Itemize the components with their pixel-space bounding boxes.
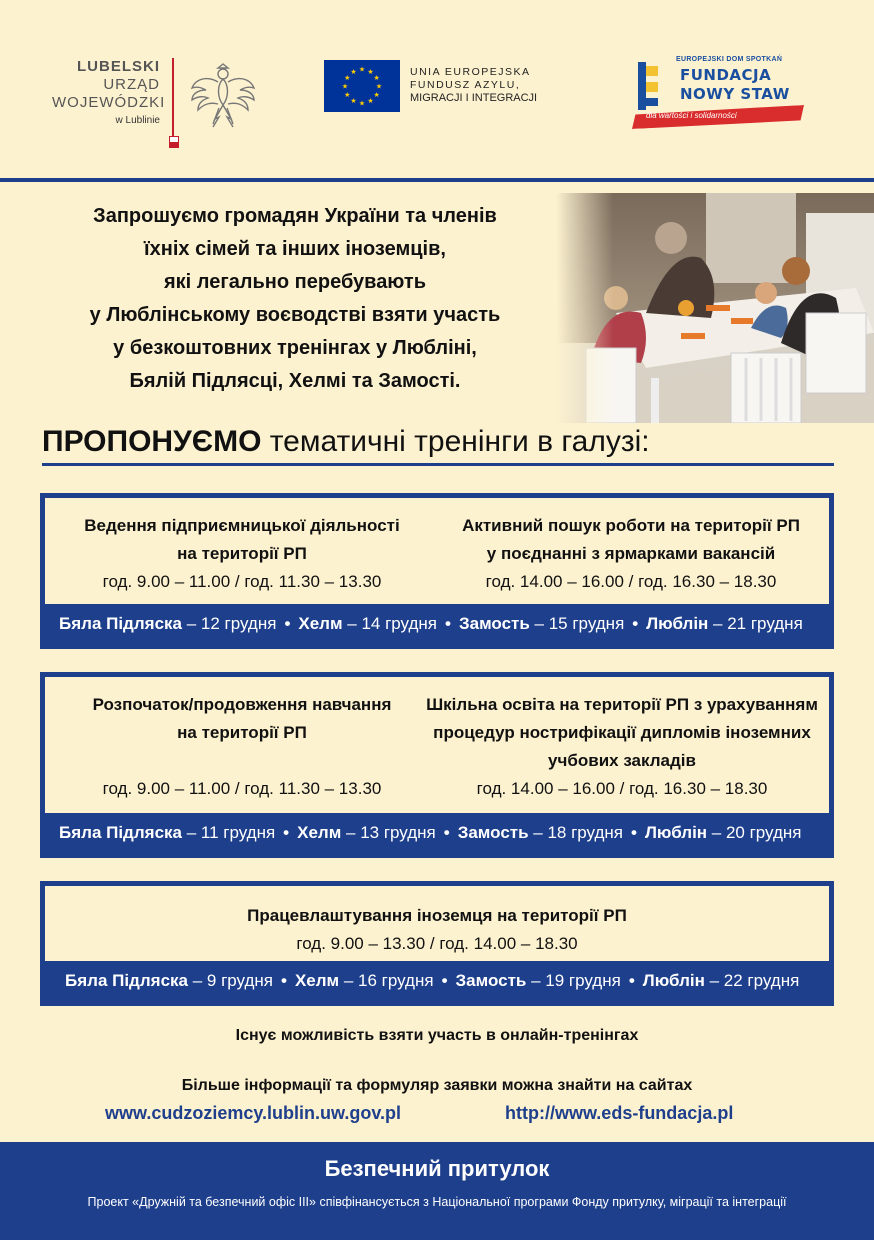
training-title: на території РП xyxy=(177,544,307,563)
eu-logo xyxy=(324,60,574,112)
schedule-date: – 14 грудня xyxy=(342,614,438,633)
section-heading xyxy=(42,425,832,467)
schedule-band xyxy=(45,813,829,853)
schedule-city: Бяла Підляска xyxy=(59,823,182,842)
intro-line: які легально перебувають xyxy=(164,271,426,293)
eu-star-icon: ★ xyxy=(373,75,380,82)
training-title: учбових закладів xyxy=(548,751,696,770)
header-divider xyxy=(0,178,874,182)
schedule-date: – 20 грудня xyxy=(707,823,802,842)
schedule-date: – 16 грудня xyxy=(339,971,434,990)
luw-line2: URZĄD xyxy=(103,76,160,93)
schedule-date: – 9 грудня xyxy=(187,971,273,990)
heading-rest: тематичні тренінги в галузі: xyxy=(261,425,650,458)
polish-flag-icon xyxy=(169,136,179,148)
eu-logo-text xyxy=(410,66,580,105)
training-left xyxy=(57,691,427,803)
fundacja-mark-icon xyxy=(638,62,660,110)
website-link-uw[interactable]: www.cudzoziemcy.lublin.uw.gov.pl xyxy=(105,1103,402,1123)
fundacja-logo xyxy=(632,56,812,130)
schedule-city: Бяла Підляска xyxy=(59,614,182,633)
website-link-eds[interactable]: http://www.eds-fundacja.pl xyxy=(505,1103,734,1123)
training-left xyxy=(57,512,427,596)
eu-star-icon: ★ xyxy=(358,66,366,74)
section-heading-text xyxy=(42,425,832,459)
eu-star-icon: ★ xyxy=(350,98,357,106)
training-box-3 xyxy=(40,881,834,1006)
bullet-icon: • xyxy=(445,614,451,633)
luw-logo xyxy=(52,58,262,153)
training-hours: год. 9.00 – 11.00 / год. 11.30 – 13.30 xyxy=(102,779,382,798)
schedule-date: – 15 грудня xyxy=(529,614,625,633)
fundacja-line1: EUROPEJSKI DOM SPOTKAŃ xyxy=(676,56,783,63)
bullet-icon: • xyxy=(632,614,639,633)
luw-line1: LUBELSKI xyxy=(77,58,160,75)
training-title: Шкільна освіта на території РП з урахуванням xyxy=(426,695,818,714)
eu-star-icon: ★ xyxy=(358,100,366,108)
schedule-city: Люблін xyxy=(646,614,709,633)
eu-star-icon: ★ xyxy=(344,92,351,99)
training-right xyxy=(441,512,821,596)
eu-line3: MIGRACJI I INTEGRACJI xyxy=(410,92,538,104)
training-hours: год. 14.00 – 16.00 / год. 16.30 – 18.30 xyxy=(485,572,777,591)
schedule-city: Замость xyxy=(458,614,530,633)
eu-star-icon: ★ xyxy=(375,83,383,91)
training-hours: год. 14.00 – 16.00 / год. 16.30 – 18.30 xyxy=(476,779,768,798)
schedule-date: – 18 грудня xyxy=(528,823,624,842)
schedule-band xyxy=(45,604,829,644)
eu-line1: UNIA EUROPEJSKA xyxy=(410,66,531,78)
luw-logo-text xyxy=(52,58,166,130)
intro-line: у безкоштовних тренінгах у Любліні, xyxy=(113,337,477,359)
training-box-2 xyxy=(40,672,834,858)
bullet-icon: • xyxy=(441,971,448,990)
fundacja-line3: NOWY STAW xyxy=(680,85,790,103)
schedule-date: – 19 грудня xyxy=(526,971,621,990)
family-table-photo xyxy=(556,193,874,423)
heading-underline xyxy=(42,463,834,466)
luw-divider xyxy=(172,58,174,138)
schedule-band xyxy=(45,961,829,1001)
schedule-date: – 12 грудня xyxy=(181,614,277,633)
more-info-note: Більше інформації та формуляр заявки можна знайти на сайтах xyxy=(181,1077,693,1094)
bullet-icon: • xyxy=(628,971,635,990)
heading-bold: ПРОПОНУЄМО xyxy=(42,425,262,458)
training-title: процедур нострифікації дипломів іноземних xyxy=(433,723,811,742)
footer-note: Проект «Дружній та безпечний офіс III» співфінансується з Національної програми Фонду притулку, міграції та інтеграції xyxy=(87,1195,787,1209)
bullet-icon: • xyxy=(284,614,291,633)
white-eagle-emblem-icon xyxy=(188,58,258,138)
eu-star-icon: ★ xyxy=(367,98,374,106)
eu-star-icon: ★ xyxy=(350,68,357,76)
header xyxy=(0,0,874,180)
schedule-city: Замость xyxy=(457,823,529,842)
schedule-city: Замость xyxy=(455,971,527,990)
training-hours: год. 9.00 – 11.00 / год. 11.30 – 13.30 xyxy=(102,572,382,591)
footer-title: Безпечний притулок xyxy=(324,1156,550,1181)
intro-line: у Люблінському воєводстві взяти участь xyxy=(89,304,501,326)
bullet-icon: • xyxy=(631,823,637,842)
training-title: Працевлаштування іноземця на території РП xyxy=(247,906,627,925)
fundacja-line2: FUNDACJA xyxy=(680,66,772,84)
online-note: Існує можливість взяти участь в онлайн-тренінгах xyxy=(235,1027,639,1044)
schedule-city: Люблін xyxy=(642,971,705,990)
intro-line: Бялій Підлясці, Хелмі та Замості. xyxy=(129,370,461,392)
training-center xyxy=(45,902,829,958)
bullet-icon: • xyxy=(280,971,287,990)
eu-star-icon: ★ xyxy=(367,68,374,76)
schedule-date: – 11 грудня xyxy=(181,823,276,842)
eu-line2: FUNDUSZ AZYLU, xyxy=(410,79,521,91)
schedule-city: Хелм xyxy=(294,971,340,990)
training-title: Активний пошук роботи на території РП xyxy=(462,516,800,535)
fundacja-line4: dla wartości i solidarności xyxy=(646,111,737,120)
bullet-icon: • xyxy=(443,823,450,842)
footer xyxy=(0,1142,874,1240)
schedule-city: Хелм xyxy=(298,614,343,633)
intro-line: їхніх сімей та інших іноземців, xyxy=(144,238,446,260)
intro-text xyxy=(30,200,560,398)
training-title: Ведення підприємницької діяльності xyxy=(84,516,400,535)
schedule-date: – 13 грудня xyxy=(341,823,436,842)
training-title: Розпочаток/продовження навчання xyxy=(92,695,392,714)
schedule-city: Бяла Підляска xyxy=(65,971,188,990)
bullet-icon: • xyxy=(283,823,290,842)
training-box-1 xyxy=(40,493,834,649)
luw-line3: WOJEWÓDZKI xyxy=(52,94,166,111)
schedule-city: Люблін xyxy=(644,823,708,842)
eu-star-icon: ★ xyxy=(341,83,349,91)
eu-flag-icon xyxy=(324,60,400,112)
schedule-date: – 22 грудня xyxy=(704,971,800,990)
training-title: у поєднанні з ярмарками вакансій xyxy=(486,544,776,563)
schedule-city: Хелм xyxy=(297,823,342,842)
training-right xyxy=(417,691,827,803)
training-title: на території РП xyxy=(177,723,307,742)
intro-line: Запрошуємо громадян України та членів xyxy=(93,205,497,227)
schedule-date: – 21 грудня xyxy=(708,614,803,633)
eu-star-icon: ★ xyxy=(344,75,351,82)
luw-line4: w Lublinie xyxy=(115,115,160,126)
eu-star-icon: ★ xyxy=(373,92,380,99)
training-hours: год. 9.00 – 13.30 / год. 14.00 – 18.30 xyxy=(296,934,578,953)
